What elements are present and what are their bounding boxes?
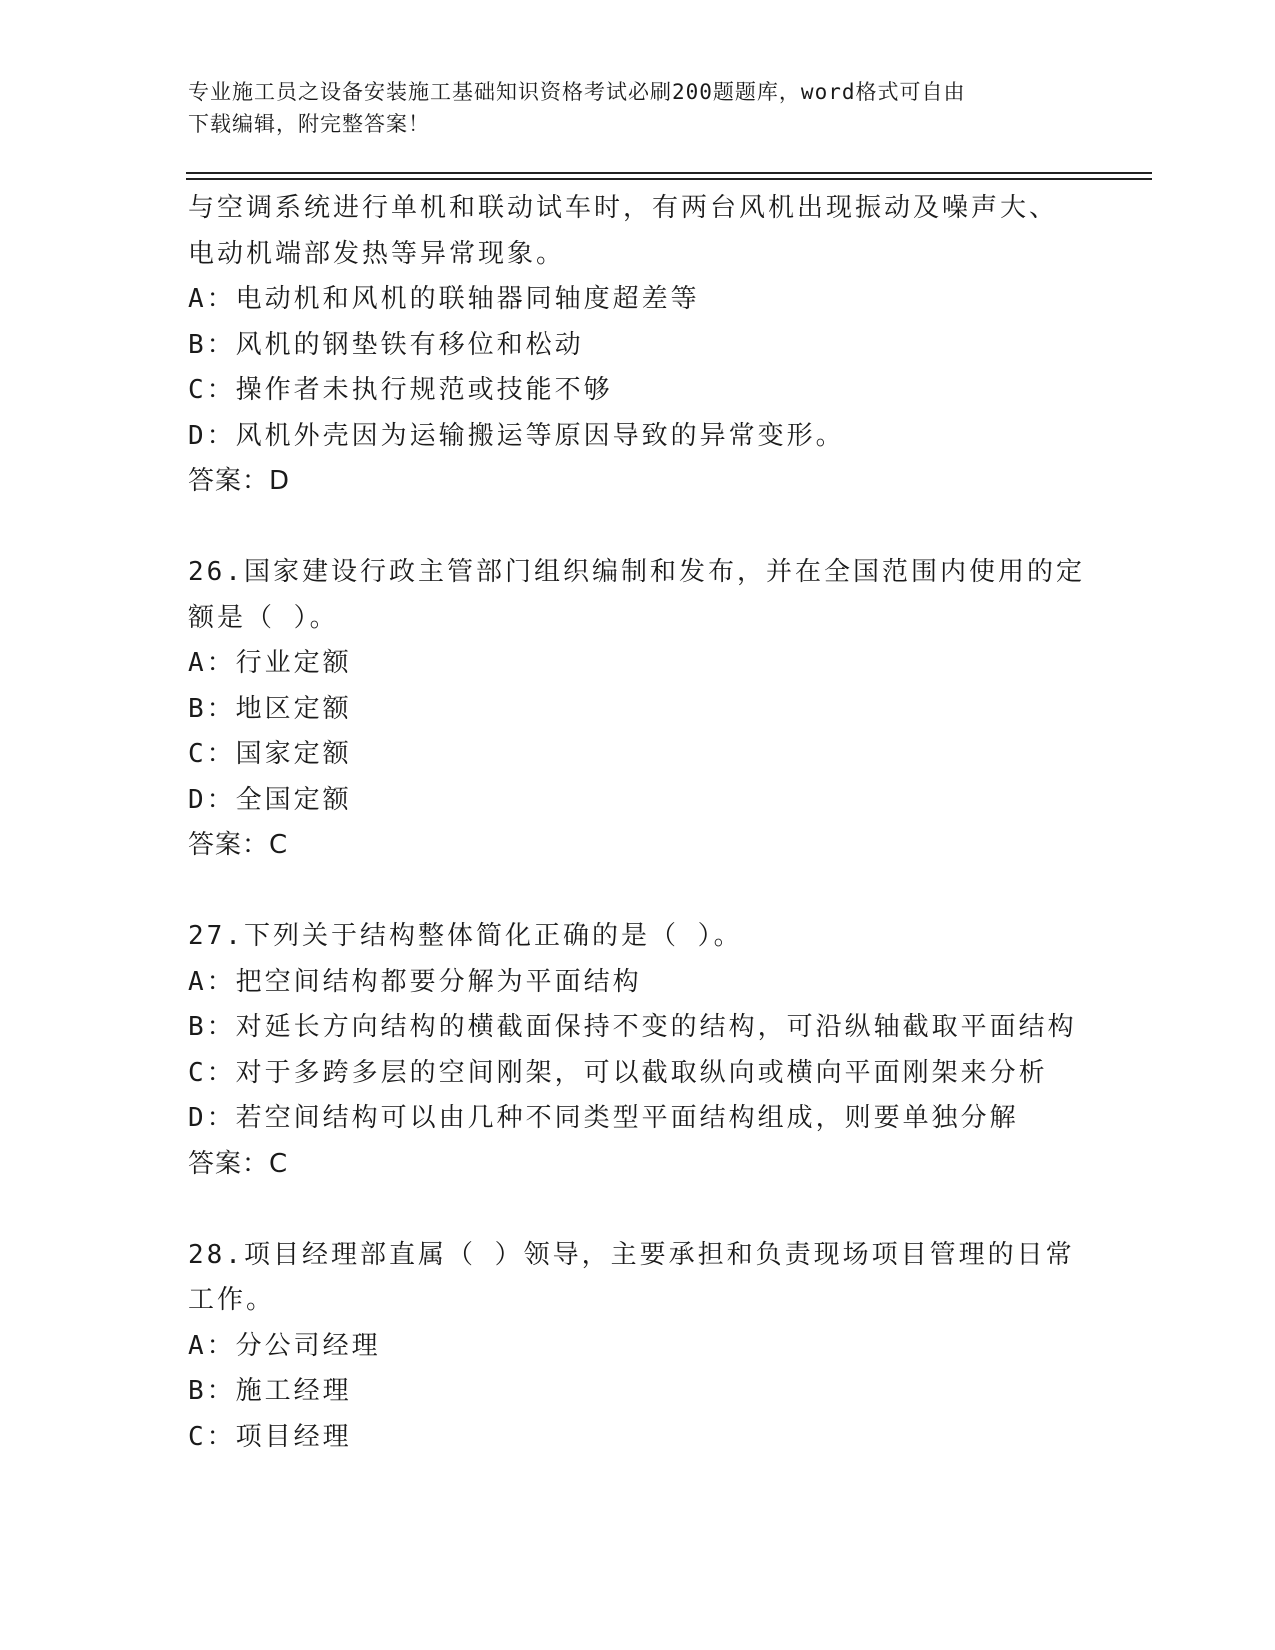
option-d: D：全国定额 (188, 784, 352, 815)
question-stem: 电动机端部发热等异常现象。 (188, 238, 566, 269)
option-d: D：风机外壳因为运输搬运等原因导致的异常变形。 (188, 420, 845, 451)
option-c: C：项目经理 (188, 1421, 352, 1452)
option-a: A：把空间结构都要分解为平面结构 (188, 966, 642, 997)
question-stem: 工作。 (188, 1285, 276, 1315)
question-26 (188, 550, 1088, 869)
header-rule-bottom (186, 178, 1152, 180)
question-28 (188, 1233, 1088, 1461)
option-c: C：对于多跨多层的空间刚架，可以截取纵向或横向平面刚架来分析 (188, 1057, 1048, 1088)
option-b: B：施工经理 (188, 1376, 352, 1406)
option-a: A：电动机和风机的联轴器同轴度超差等 (188, 284, 700, 314)
header-rule-top (186, 172, 1152, 174)
option-c: C：操作者未执行规范或技能不够 (188, 375, 613, 405)
question-stem: 27.下列关于结构整体简化正确的是（ ）。 (188, 921, 743, 951)
option-b: B：风机的钢垫铁有移位和松动 (188, 329, 584, 360)
option-a: A：行业定额 (188, 648, 352, 678)
document-header (188, 76, 1068, 140)
answer-label: 答案：D (188, 466, 291, 496)
question-stem: 26.国家建设行政主管部门组织编制和发布，并在全国范围内使用的定 (188, 557, 1085, 587)
question-stem: 28.项目经理部直属（ ）领导，主要承担和负责现场项目管理的日常 (188, 1239, 1075, 1270)
question-list (188, 186, 1088, 1460)
question-stem: 额是（ ）。 (188, 602, 339, 633)
option-d: D：若空间结构可以由几种不同类型平面结构组成，则要单独分解 (188, 1103, 1019, 1133)
option-b: B：对延长方向结构的横截面保持不变的结构，可沿纵轴截取平面结构 (188, 1012, 1077, 1042)
header-line-1: 专业施工员之设备安装施工基础知识资格考试必刷200题题库，word格式可自由 (188, 80, 966, 104)
option-a: A：分公司经理 (188, 1330, 381, 1361)
answer-label: 答案：C (188, 1148, 289, 1179)
question-27 (188, 914, 1088, 1187)
option-b: B：地区定额 (188, 693, 352, 724)
header-line-2: 下载编辑，附完整答案！ (188, 112, 430, 136)
question-25 (188, 186, 1088, 505)
answer-label: 答案：C (188, 830, 289, 860)
question-stem: 与空调系统进行单机和联动试车时，有两台风机出现振动及噪声大、 (188, 193, 1059, 223)
option-c: C：国家定额 (188, 739, 352, 769)
